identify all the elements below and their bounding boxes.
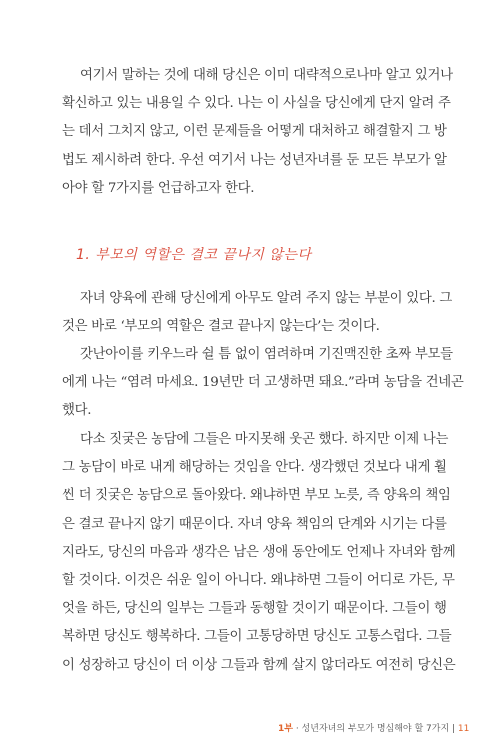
text-line: 는 데서 그치지 않고, 이런 문제들을 어떻게 대처하고 해결할지 그 방 <box>62 124 447 140</box>
text-line: 갓난아이를 키우느라 쉴 틈 없이 염려하며 기진맥진한 초짜 부모들 <box>80 347 453 362</box>
text-line: 엇을 하든, 당신의 일부는 그들과 동행할 것이기 때문이다. 그들이 행 <box>62 601 447 617</box>
text-line: 것은 바로 ‘부모의 역할은 결코 끝나지 않는다’는 것이다. <box>62 319 380 335</box>
text-line: 자녀 양육에 관해 당신에게 아무도 알려 주지 않는 부분이 있다. 그 <box>80 291 453 306</box>
text-line: 그 농담이 바로 내게 해당하는 것임을 안다. 생각했던 것보다 내게 훨 <box>62 460 447 476</box>
text-line: 확신하고 있는 내용일 수 있다. 나는 이 사실을 당신에게 단지 알려 주 <box>62 96 451 112</box>
intro-paragraph <box>62 62 453 203</box>
section-heading: 1. 부모의 역할은 결코 끝나지 않는다 <box>76 247 312 263</box>
text-line: 이 성장하고 당신이 더 이상 그들과 함께 살지 않더라도 여전히 당신은 <box>62 657 456 673</box>
body-paragraph-3 <box>62 426 456 680</box>
text-line: 했다. <box>62 403 92 419</box>
body-paragraph-2 <box>62 341 464 426</box>
text-line: 아야 할 7가지를 언급하고자 한다. <box>62 180 255 196</box>
page-number: 11 <box>457 724 470 734</box>
text-line: 할 것이다. 이것은 쉬운 일이 아니다. 왜냐하면 그들이 어디로 가든, 무 <box>62 573 455 589</box>
body-paragraph-1 <box>62 285 453 341</box>
text-line: 복하면 당신도 행복하다. 그들이 고통당하면 당신도 고통스럽다. 그들 <box>62 629 452 645</box>
page-footer <box>278 721 469 734</box>
text-line: 여기서 말하는 것에 대해 당신은 이미 대략적으로나마 알고 있거나 <box>80 68 453 83</box>
text-line: 지라도, 당신의 마음과 생각은 남은 생애 동안에도 언제나 자녀와 함께 <box>62 544 456 560</box>
text-line: 에게 나는 “염려 마세요. 19년만 더 고생하면 돼요.”라며 농담을 건네곤 <box>62 375 464 391</box>
footer-book-title: · 성년자녀의 부모가 명심해야 할 7가지 | <box>292 724 458 734</box>
text-line: 은 결코 끝나지 않기 때문이다. 자녀 양육 책임의 단계와 시기는 다를 <box>62 516 447 532</box>
text-line: 법도 제시하려 한다. 우선 여기서 나는 성년자녀를 둔 모든 부모가 알 <box>62 152 447 168</box>
text-line: 씬 더 짓궂은 농담으로 돌아왔다. 왜냐하면 부모 노릇, 즉 양육의 책임 <box>62 488 451 504</box>
footer-part-label: 1부 <box>278 724 293 734</box>
text-line: 다소 짓궂은 농담에 그들은 마지못해 웃곤 했다. 하지만 이제 나는 <box>80 432 449 447</box>
